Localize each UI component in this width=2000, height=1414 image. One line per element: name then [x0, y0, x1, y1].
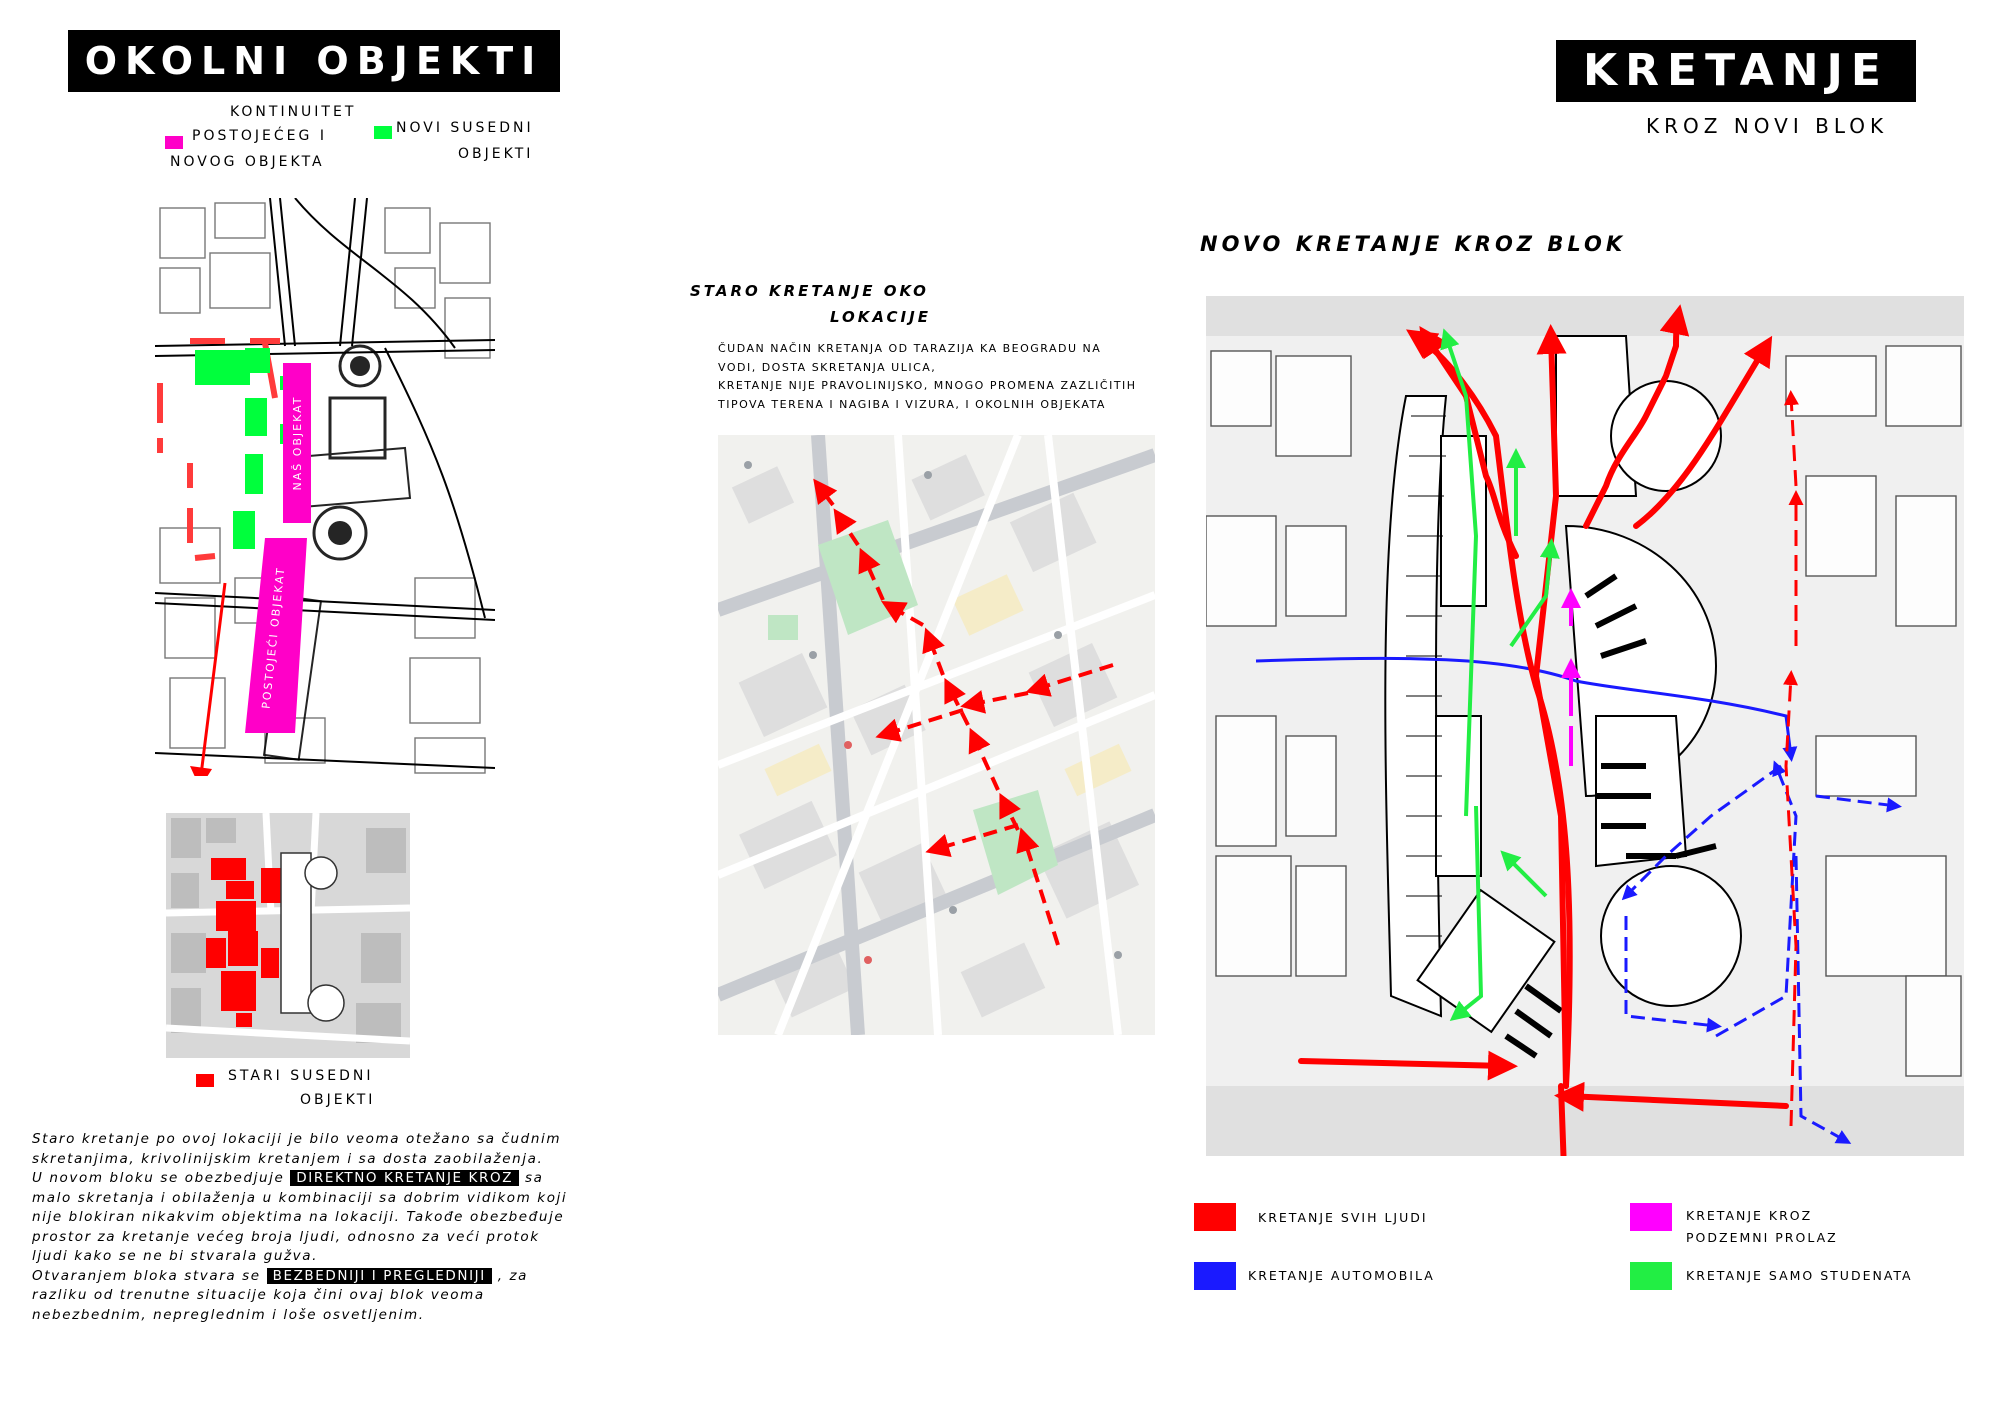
- legend-continuity-swatch: [165, 134, 183, 153]
- middle-title-line2: LOKACIJE: [830, 308, 931, 326]
- para-2-post: sa malo skretanja i obilaženja u kombinaciji sa dobrim vidikom koji nije blokiran nikakvim objektima na lokaciji. Takođe obezbeđuje prostor za kretanje većeg broja ljudi, odnosno za veći protok ljudi kako se ne bi stvarala gužva.: [32, 1170, 568, 1264]
- right-title: KRETANJE: [1556, 40, 1916, 102]
- middle-description: [718, 340, 1137, 414]
- legend-underground-swatch: [1630, 1203, 1672, 1231]
- legend-underground-line2: PODZEMNI PROLAZ: [1686, 1230, 1838, 1245]
- left-title: OKOLNI OBJEKTI: [68, 30, 560, 92]
- legend-cars-label: KRETANJE AUTOMOBILA: [1248, 1268, 1435, 1283]
- label-our-object: NAŠ OBJEKAT: [291, 395, 304, 491]
- legend-students-label: KRETANJE SAMO STUDENATA: [1686, 1268, 1913, 1283]
- legend-students-swatch: [1630, 1262, 1672, 1290]
- middle-desc-line2: VODI, DOSTA SKRETANJA ULICA,: [718, 360, 937, 374]
- para-2-highlight: DIREKTNO KRETANJE KROZ: [290, 1170, 519, 1186]
- para-2-pre: U novom bloku se obezbedjuje: [32, 1170, 285, 1186]
- new-movement-title: NOVO KRETANJE KROZ BLOK: [1200, 232, 1627, 256]
- para-3-post: , za razliku od trenutne situacije koja čini ovaj blok veoma nebezbednim, nepreglednim i loše osvetljenim.: [32, 1267, 529, 1323]
- right-subtitle: KROZ NOVI BLOK: [1646, 114, 1889, 138]
- new-movement-plan: [1206, 296, 1964, 1156]
- legend-old-line1: STARI SUSEDNI: [228, 1068, 374, 1084]
- middle-desc-line3: KRETANJE NIJE PRAVOLINIJSKO, MNOGO PROMENA ZAZLIČITIH: [718, 379, 1137, 392]
- legend-old-swatch: [196, 1072, 214, 1091]
- legend-new-swatch: [374, 124, 392, 143]
- old-neighbours-map: [166, 813, 410, 1058]
- legend-all-people-swatch: [1194, 1203, 1236, 1231]
- legend-continuity-line2: POSTOJEĆEG I: [192, 128, 327, 144]
- middle-desc-line4: TIPOVA TERENA I NAGIBA I VIZURA, I OKOLNIH OBJEKATA: [718, 397, 1106, 411]
- left-paragraph: [32, 1130, 572, 1325]
- middle-title-line1: STARO KRETANJE OKO: [690, 282, 929, 300]
- para-1: Staro kretanje po ovoj lokaciji je bilo veoma otežano sa čudnim skretanjima, krivolinijskim kretanjem i sa dosta zaobilaženja.: [32, 1131, 562, 1167]
- surrounding-objects-map: [155, 198, 495, 776]
- para-3-highlight: BEZBEDNIJI I PREGLEDNIJI: [267, 1268, 492, 1284]
- legend-continuity-line3: NOVOG OBJEKTA: [170, 154, 325, 170]
- label-existing-object: POSTOJEĆI OBJEKAT: [259, 565, 288, 710]
- legend-underground-label: [1686, 1205, 1838, 1249]
- legend-underground-line1: KRETANJE KROZ: [1686, 1208, 1813, 1223]
- legend-continuity-line1: KONTINUITET: [230, 104, 357, 120]
- old-movement-map: [718, 435, 1155, 1035]
- legend-new-line1: NOVI SUSEDNI: [396, 120, 534, 136]
- legend-old-line2: OBJEKTI: [300, 1092, 376, 1108]
- middle-desc-line1: ČUDAN NAČIN KRETANJA OD TARAZIJA KA BEOGRADU NA: [718, 342, 1102, 355]
- legend-all-people-label: KRETANJE SVIH LJUDI: [1258, 1210, 1428, 1225]
- legend-new-line2: OBJEKTI: [458, 146, 534, 162]
- legend-cars-swatch: [1194, 1262, 1236, 1290]
- para-3-pre: Otvaranjem bloka stvara se: [32, 1267, 261, 1284]
